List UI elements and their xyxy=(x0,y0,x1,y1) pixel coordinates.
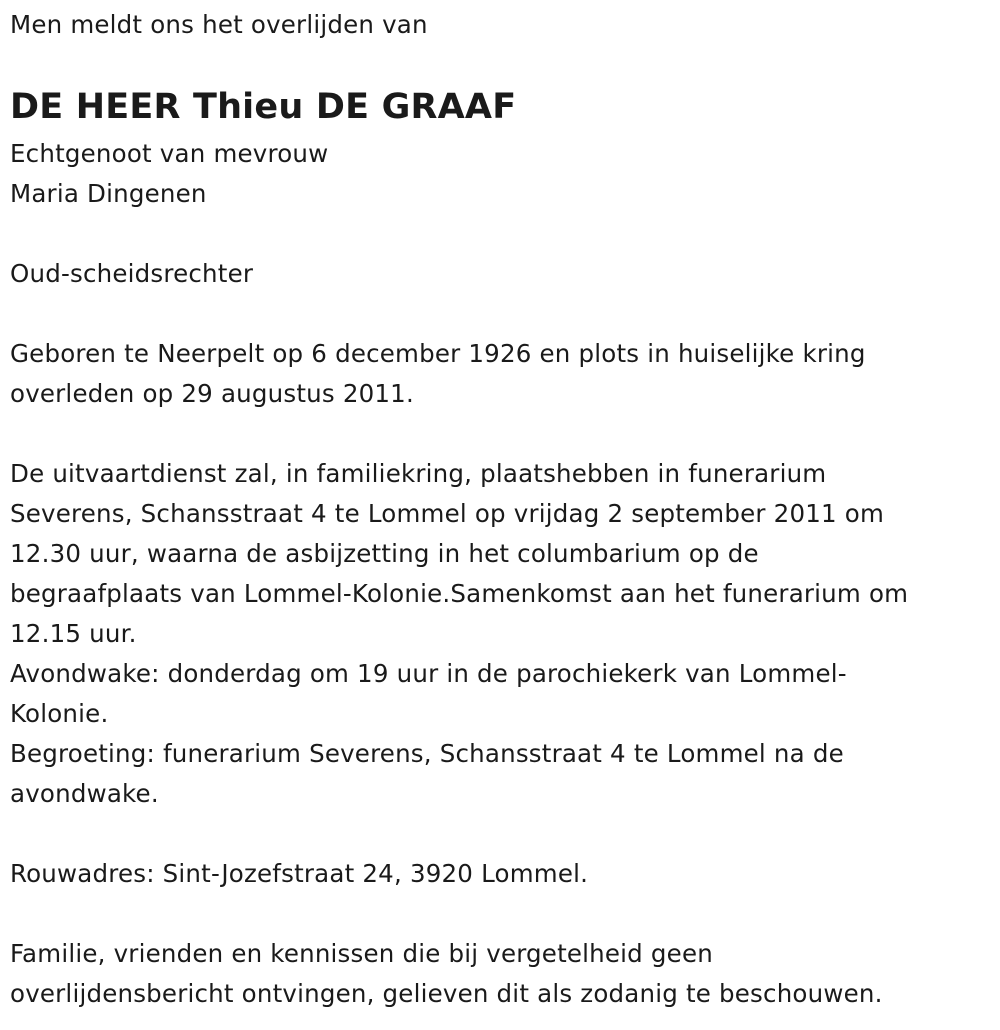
greeting-line: avondwake. xyxy=(10,779,159,808)
funeral-line: De uitvaartdienst zal, in familiekring, plaatshebben in funerarium xyxy=(10,459,827,488)
intro-line: Men meldt ons het overlijden van xyxy=(10,10,428,39)
greeting-line: Begroeting: funerarium Severens, Schansstraat 4 te Lommel na de xyxy=(10,739,844,768)
funeral-line: 12.30 uur, waarna de asbijzetting in het columbarium op de xyxy=(10,539,759,568)
title-line: Oud-scheidsrechter xyxy=(10,259,254,288)
birth-death-line: overleden op 29 augustus 2011. xyxy=(10,379,414,408)
funeral-line: 12.15 uur. xyxy=(10,619,137,648)
closing-line: Familie, vrienden en kennissen die bij vergetelheid geen xyxy=(10,939,713,968)
wake-line: Avondwake: donderdag om 19 uur in de parochiekerk van Lommel- xyxy=(10,659,847,688)
spouse-name-line: Maria Dingenen xyxy=(10,179,207,208)
birth-death-line: Geboren te Neerpelt op 6 december 1926 en plots in huiselijke kring xyxy=(10,339,866,368)
closing-line: overlijdensbericht ontvingen, gelieven dit als zodanig te beschouwen. xyxy=(10,979,883,1008)
wake-line: Kolonie. xyxy=(10,699,109,728)
deceased-name: DE HEER Thieu DE GRAAF xyxy=(10,87,517,127)
address-line: Rouwadres: Sint-Jozefstraat 24, 3920 Lommel. xyxy=(10,859,589,888)
funeral-line: Severens, Schansstraat 4 te Lommel op vrijdag 2 september 2011 om xyxy=(10,499,885,528)
funeral-line: begraafplaats van Lommel-Kolonie.Samenkomst aan het funerarium om xyxy=(10,579,909,608)
spouse-line: Echtgenoot van mevrouw xyxy=(10,139,329,168)
